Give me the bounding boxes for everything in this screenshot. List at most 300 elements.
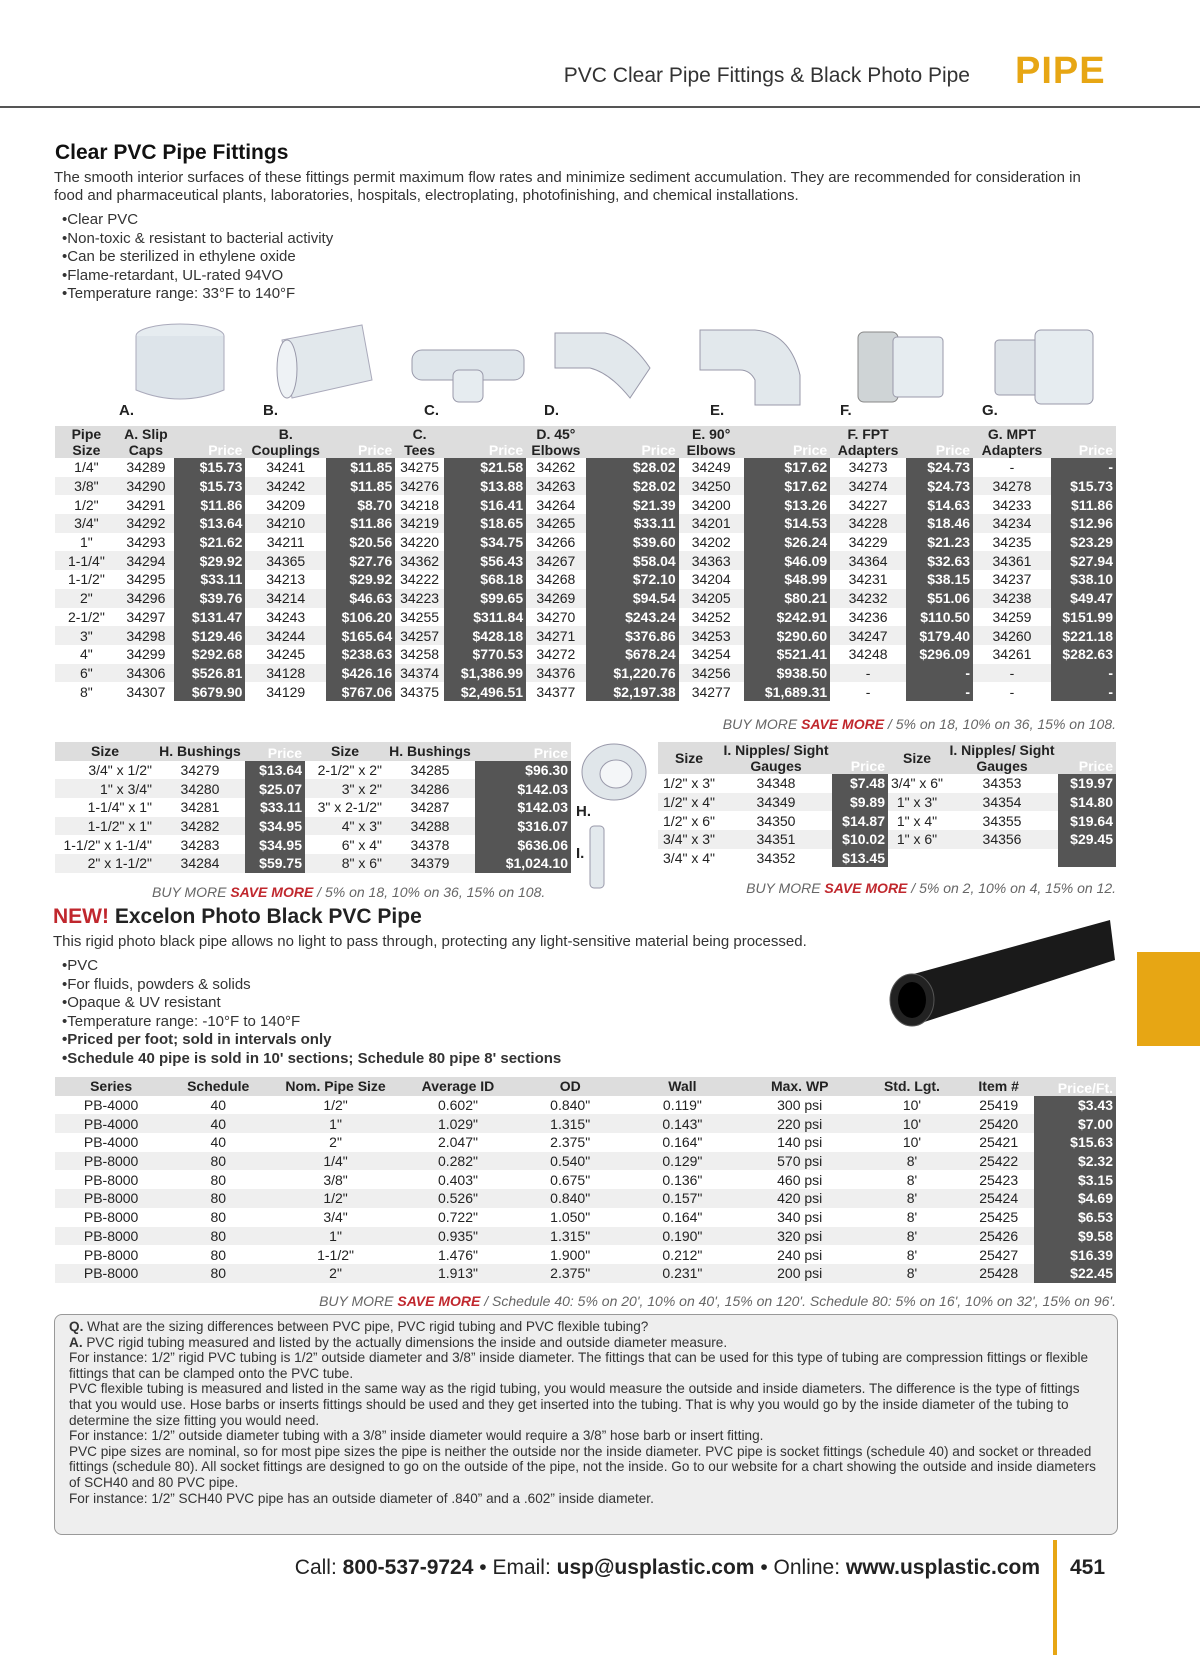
bullet-item: • Clear PVC: [62, 211, 333, 230]
table-cell: $15.63: [1034, 1133, 1116, 1152]
table-row: [55, 626, 1116, 645]
table-cell: $17.62: [744, 477, 831, 496]
table-cell: PB-4000: [83, 1097, 139, 1114]
column-header: Price: [832, 742, 888, 774]
table-cell: 34297: [126, 608, 166, 625]
table-cell: 34298: [118, 626, 174, 645]
table-cell: 34307: [126, 683, 166, 700]
table-cell: 320 psi: [739, 1227, 861, 1246]
table-cell: 3/8": [323, 1171, 348, 1188]
table-cell: 34350: [756, 812, 796, 829]
table-cell: $13.88: [444, 477, 526, 496]
table-cell: -: [906, 682, 973, 701]
table-cell: 34253: [679, 626, 744, 645]
table-cell: $14.63: [906, 495, 973, 514]
table-cell: 0.722": [437, 1209, 478, 1226]
table-cell: 2": [55, 589, 118, 608]
section-label: PIPE: [1015, 50, 1106, 92]
column-header: Price: [174, 426, 245, 458]
bullet-item: • Non-toxic & resistant to bacterial activity: [62, 230, 333, 249]
column-header: D. 45° Elbows: [526, 426, 586, 458]
table-cell: $33.11: [586, 514, 679, 533]
table-cell: PB-4000: [55, 1114, 167, 1133]
mpt-adapter-image: [990, 322, 1100, 407]
column-header: Pipe Size: [55, 426, 118, 458]
table-cell: 34129: [266, 683, 306, 700]
table-cell: 34128: [245, 664, 326, 683]
table-cell: 34288: [385, 817, 475, 836]
table-cell: 8': [906, 1171, 918, 1188]
table-cell: $48.99: [744, 570, 831, 589]
table-cell: $428.18: [444, 626, 526, 645]
table-cell: $27.94: [1051, 551, 1116, 570]
fpt-adapter-image: [848, 322, 948, 407]
table-cell: 34210: [245, 514, 326, 533]
table-cell: 34235: [992, 534, 1032, 551]
table-cell: 2.375": [550, 1134, 591, 1151]
photo-buy-more: BUY MORE SAVE MORE / Schedule 40: 5% on 20', 10% on 40', 15% on 120'. Schedule 80: 5% on 16', 10% on 32', 15% on 96'.: [319, 1293, 1116, 1309]
table-cell: $96.30: [475, 761, 571, 780]
table-cell: -: [1051, 458, 1116, 477]
table-cell: 10': [902, 1134, 922, 1151]
table-cell: 80: [210, 1246, 227, 1263]
table-cell: 1/2" x 6": [663, 812, 715, 829]
table-cell: 34268: [536, 571, 576, 588]
table-cell: $2,197.38: [586, 682, 679, 701]
clear-heading: Clear PVC Pipe Fittings: [55, 141, 289, 164]
table-cell: $142.03: [475, 798, 571, 817]
table-cell: 34295: [126, 571, 166, 588]
table-cell: 34267: [526, 551, 586, 570]
table-cell: $221.18: [1051, 626, 1116, 645]
table-cell: 1-1/2": [67, 571, 105, 588]
table-cell: 1.913": [402, 1264, 514, 1283]
table-cell: 34269: [526, 589, 586, 608]
table-cell: $110.50: [906, 608, 973, 627]
table-cell: $34.95: [245, 835, 305, 854]
table-row: [55, 1133, 1116, 1152]
table-cell: 34232: [830, 589, 906, 608]
table-cell: $39.76: [174, 589, 245, 608]
elbow-90-image: [695, 325, 810, 410]
table-cell: $142.03: [475, 779, 571, 798]
table-cell: $11.86: [1051, 495, 1116, 514]
table-cell: 2": [329, 1134, 342, 1151]
table-cell: 8': [861, 1189, 963, 1208]
table-cell: $29.45: [1058, 830, 1116, 849]
table-cell: $20.56: [326, 533, 395, 552]
table-cell: $46.63: [326, 589, 395, 608]
table-cell: $29.92: [326, 570, 395, 589]
table-cell: $38.10: [1051, 570, 1116, 589]
table-cell: -: [1051, 682, 1116, 701]
faq-p1: For instance: 1/2” rigid PVC tubing is 1/2” outside diameter and 3/8” inside diameter. The fittings that can be used for this type of tubing are compression fittings or flexible fittings that can be clamped onto the PVC tube.: [69, 1350, 1089, 1381]
table-cell: 1.029": [402, 1114, 514, 1133]
table-cell: $21.62: [174, 533, 245, 552]
table-cell: 3/4" x 3": [658, 830, 720, 849]
table-cell: 34291: [126, 496, 166, 513]
tee-image: [408, 330, 528, 405]
table-cell: $14.87: [832, 811, 888, 830]
table-cell: 34258: [400, 646, 440, 663]
table-cell: 34262: [536, 459, 576, 476]
table-cell: $38.15: [906, 570, 973, 589]
table-cell: 25423: [979, 1171, 1019, 1188]
table-cell: 34237: [992, 571, 1032, 588]
table-cell: 2-1/2" x 2": [317, 762, 382, 779]
table-cell: $34.95: [245, 817, 305, 836]
table-cell: $16.39: [1034, 1245, 1116, 1264]
table-cell: 34376: [526, 664, 586, 683]
bullet-item: • For fluids, powders & solids: [62, 976, 561, 995]
table-cell: 3/4" x 4": [663, 850, 715, 867]
table-cell: 34290: [118, 477, 174, 496]
fittings-buy-more: BUY MORE SAVE MORE / 5% on 18, 10% on 36, 15% on 108.: [722, 716, 1116, 732]
table-cell: 34277: [691, 683, 731, 700]
table-cell: 34266: [536, 534, 576, 551]
table-cell: $1,024.10: [475, 854, 571, 873]
table-cell: 34363: [679, 551, 744, 570]
column-header: F. FPT Adapters: [830, 426, 906, 458]
table-cell: 34361: [973, 551, 1051, 570]
table-cell: 0.935": [402, 1227, 514, 1246]
table-row: [658, 811, 1116, 830]
table-cell: 80: [210, 1171, 227, 1188]
black-pipe-image: [870, 915, 1118, 1055]
table-cell: 34275: [400, 459, 440, 476]
table-cell: -: [973, 664, 1051, 683]
table-cell: $94.54: [586, 589, 679, 608]
table-cell: 25419: [979, 1097, 1019, 1114]
table-cell: $11.85: [326, 458, 395, 477]
table-cell: 34222: [400, 571, 440, 588]
table-cell: 1.476": [437, 1246, 478, 1263]
table-cell: $426.16: [326, 664, 395, 683]
table-cell: 3/8": [55, 477, 118, 496]
table-cell: 4" x 3": [305, 817, 385, 836]
photo-pipe-table: [55, 1077, 1116, 1283]
table-cell: 34259: [992, 608, 1032, 625]
table-cell: 34272: [536, 646, 576, 663]
table-cell: -: [1009, 459, 1015, 476]
page-number: 451: [1070, 1556, 1106, 1579]
table-cell: 1.050": [550, 1209, 591, 1226]
table-cell: 1/2" x 3": [663, 775, 715, 792]
table-cell: $9.89: [832, 793, 888, 812]
table-cell: 34349: [720, 793, 832, 812]
bullet-item: • Opaque & UV resistant: [62, 994, 561, 1013]
table-cell: 460 psi: [777, 1171, 823, 1188]
table-cell: 34233: [992, 496, 1032, 513]
table-cell: 0.164": [662, 1134, 703, 1151]
table-cell: 34202: [691, 534, 731, 551]
table-cell: $243.24: [586, 608, 679, 627]
bullet-item-bold: • Schedule 40 pipe is sold in 10' sections; Schedule 80 pipe 8' sections: [62, 1050, 561, 1069]
table-cell: 34284: [155, 854, 245, 873]
column-header: H. Bushings: [385, 742, 475, 761]
table-row: [55, 1208, 1116, 1227]
table-cell: 34204: [691, 571, 731, 588]
table-row: [55, 1152, 1116, 1171]
label-i: I.: [576, 845, 585, 862]
table-cell: 34293: [126, 534, 166, 551]
table-row: [55, 798, 571, 817]
table-row: [55, 514, 1116, 533]
column-header: Size: [55, 742, 155, 761]
bushings-buy-more: BUY MORE SAVE MORE / 5% on 18, 10% on 36, 15% on 108.: [152, 884, 546, 900]
table-cell: 0.164": [662, 1209, 703, 1226]
table-cell: 2": [269, 1264, 402, 1283]
table-cell: 34213: [266, 571, 306, 588]
table-row: [658, 830, 1116, 849]
table-cell: 1-1/2" x 1": [55, 817, 155, 836]
table-cell: 34243: [266, 608, 306, 625]
table-cell: $21.58: [444, 458, 526, 477]
table-cell: 1-1/2": [317, 1246, 354, 1263]
table-cell: $3.43: [1034, 1096, 1116, 1115]
faq-p5: For instance: 1/2” SCH40 PVC pipe has an outside diameter of .840” and a .602” inside diameter.: [69, 1490, 654, 1506]
table-cell: 25426: [963, 1227, 1034, 1246]
table-cell: 80: [210, 1209, 227, 1226]
table-cell: PB-8000: [83, 1246, 139, 1263]
faq-p2: PVC flexible tubing is measured and listed in the same way as the rigid tubing, you would measure the outside and inside diameters. The difference is the type of fittings that you would use. Hose barbs or inserts fittings should be used and they get inserted into the tubing. That is why you would go by the inside diameter of the tubing to determine the size fitting you would need.: [69, 1381, 1080, 1428]
table-cell: $16.41: [444, 495, 526, 514]
column-header: I. Nipples/ Sight Gauges: [946, 742, 1058, 774]
column-header: OD: [514, 1077, 626, 1096]
table-cell: $25.07: [245, 779, 305, 798]
table-cell: $34.75: [444, 533, 526, 552]
label-c: C.: [424, 402, 439, 419]
table-cell: $679.90: [174, 682, 245, 701]
table-row: [55, 458, 1116, 477]
table-cell: 0.282": [402, 1152, 514, 1171]
table-cell: $9.58: [1034, 1227, 1116, 1246]
table-cell: 34228: [830, 514, 906, 533]
table-cell: $4.69: [1034, 1189, 1116, 1208]
table-cell: 4": [80, 646, 93, 663]
table-cell: $51.06: [906, 589, 973, 608]
table-cell: 1-1/2" x 1-1/4": [63, 836, 152, 853]
table-cell: $1,220.76: [586, 664, 679, 683]
table-cell: 34261: [992, 646, 1032, 663]
table-cell: $316.07: [475, 817, 571, 836]
table-cell: $19.97: [1058, 774, 1116, 793]
table-cell: PB-8000: [83, 1209, 139, 1226]
table-cell: 34200: [691, 496, 731, 513]
table-cell: 8': [861, 1264, 963, 1283]
table-cell: 34245: [266, 646, 306, 663]
table-cell: 34375: [400, 683, 440, 700]
label-a: A.: [119, 402, 134, 419]
table-cell: 340 psi: [777, 1209, 823, 1226]
table-cell: 34379: [385, 854, 475, 873]
column-header: Size: [305, 742, 385, 761]
slip-cap-image: [130, 318, 230, 408]
table-cell: $938.50: [744, 664, 831, 683]
photo-heading: NEW! Excelon Photo Black PVC Pipe: [53, 905, 422, 928]
bushing-image: [578, 740, 650, 805]
table-cell: PB-4000: [83, 1134, 139, 1151]
table-cell: 25425: [979, 1209, 1019, 1226]
table-cell: 34279: [180, 762, 220, 779]
table-row: [55, 664, 1116, 683]
table-row: [55, 570, 1116, 589]
table-cell: $14.80: [1058, 793, 1116, 812]
table-cell: -: [1009, 683, 1015, 700]
table-cell: -: [906, 664, 973, 683]
table-cell: $39.60: [586, 533, 679, 552]
table-cell: 0.143": [626, 1114, 738, 1133]
table-cell: 34273: [848, 459, 888, 476]
column-header: Max. WP: [739, 1077, 861, 1096]
table-row: [658, 774, 1116, 793]
table-cell: $19.64: [1058, 811, 1116, 830]
table-cell: $165.64: [326, 626, 395, 645]
bullet-item: • Flame-retardant, UL-rated 94VO: [62, 267, 333, 286]
table-cell: $17.62: [744, 458, 831, 477]
table-cell: 0.212": [662, 1246, 703, 1263]
table-cell: $292.68: [174, 645, 245, 664]
elbow-45-image: [550, 328, 660, 408]
table-cell: 8': [861, 1152, 963, 1171]
table-cell: 1/2" x 4": [658, 793, 720, 812]
table-cell: $68.18: [444, 570, 526, 589]
table-cell: 1" x 3": [888, 793, 946, 812]
table-cell: 220 psi: [739, 1114, 861, 1133]
table-cell: 0.231": [626, 1264, 738, 1283]
table-cell: 3/4" x 6": [891, 775, 943, 792]
table-cell: 0.840": [514, 1189, 626, 1208]
table-cell: $8.70: [326, 495, 395, 514]
table-cell: 3": [55, 626, 118, 645]
table-cell: $6.53: [1034, 1208, 1116, 1227]
table-cell: $12.96: [1051, 514, 1116, 533]
table-cell: $290.60: [744, 626, 831, 645]
table-cell: 34296: [118, 589, 174, 608]
table-cell: 40: [210, 1134, 227, 1151]
table-cell: 40: [210, 1097, 227, 1114]
table-cell: $296.09: [906, 645, 973, 664]
table-cell: $59.75: [245, 854, 305, 873]
table-cell: 25424: [963, 1189, 1034, 1208]
bullet-item: • Temperature range: 33°F to 140°F: [62, 285, 333, 304]
table-cell: $7.00: [1034, 1114, 1116, 1133]
table-cell: -: [1051, 664, 1116, 683]
table-cell: 34242: [245, 477, 326, 496]
table-cell: $767.06: [326, 682, 395, 701]
table-cell: 34374: [395, 664, 444, 683]
table-cell: 34244: [245, 626, 326, 645]
column-header: A. Slip Caps: [118, 426, 174, 458]
table-cell: $28.02: [586, 477, 679, 496]
table-row: [55, 551, 1116, 570]
table-cell: $2,496.51: [444, 682, 526, 701]
table-cell: 25422: [963, 1152, 1034, 1171]
table-cell: 34348: [756, 775, 796, 792]
table-row: [55, 645, 1116, 664]
table-cell: 34292: [118, 514, 174, 533]
table-cell: 0.136": [662, 1171, 703, 1188]
table-cell: $151.99: [1051, 608, 1116, 627]
table-cell: $72.10: [586, 570, 679, 589]
table-row: [55, 1096, 1116, 1115]
table-cell: 34254: [691, 646, 731, 663]
table-cell: 34248: [848, 646, 888, 663]
table-cell: 3/4": [323, 1209, 348, 1226]
table-cell: $21.39: [586, 495, 679, 514]
table-cell: 1-1/4" x 1": [87, 799, 152, 816]
fittings-table: [55, 426, 1116, 701]
table-cell: $58.04: [586, 551, 679, 570]
table-cell: 34283: [180, 836, 220, 853]
table-cell: 34278: [973, 477, 1051, 496]
table-cell: 34276: [395, 477, 444, 496]
column-header: Price: [906, 426, 973, 458]
table-cell: $14.53: [744, 514, 831, 533]
table-cell: $27.76: [326, 551, 395, 570]
table-cell: 8': [861, 1227, 963, 1246]
table-cell: $1,386.99: [444, 664, 526, 683]
table-cell: 34274: [830, 477, 906, 496]
website-link[interactable]: www.usplastic.com: [845, 1556, 1040, 1579]
table-cell: $13.64: [174, 514, 245, 533]
table-cell: 34256: [679, 664, 744, 683]
table-cell: 34365: [245, 551, 326, 570]
table-cell: 34252: [691, 608, 731, 625]
table-row: [55, 682, 1116, 701]
table-cell: $24.73: [906, 477, 973, 496]
table-row: [55, 779, 571, 798]
table-cell: 34218: [400, 496, 440, 513]
table-cell: 3/4": [55, 514, 118, 533]
table-cell: $526.81: [174, 664, 245, 683]
table-cell: 34236: [848, 608, 888, 625]
table-cell: 3" x 2": [305, 779, 385, 798]
table-cell: 1": [80, 534, 93, 551]
column-header: Schedule: [167, 1077, 269, 1096]
table-cell: $1,689.31: [744, 682, 831, 701]
table-cell: PB-8000: [55, 1152, 167, 1171]
table-cell: $26.24: [744, 533, 831, 552]
email-link[interactable]: usp@usplastic.com: [556, 1556, 755, 1579]
table-cell: 34286: [385, 779, 475, 798]
table-cell: 25428: [963, 1264, 1034, 1283]
footer-divider: [1053, 1540, 1057, 1655]
table-cell: $24.73: [906, 458, 973, 477]
column-header: H. Bushings: [155, 742, 245, 761]
table-cell: 34270: [536, 608, 576, 625]
table-cell: 1.900": [550, 1246, 591, 1263]
bushings-table: [55, 742, 571, 873]
table-cell: PB-8000: [55, 1227, 167, 1246]
column-header: C. Tees: [395, 426, 444, 458]
table-cell: 10': [861, 1114, 963, 1133]
table-cell: 140 psi: [777, 1134, 823, 1151]
table-cell: 34211: [266, 534, 305, 551]
table-cell: 80: [167, 1227, 269, 1246]
table-cell: [946, 849, 1058, 868]
table-cell: 3" x 2-1/2": [317, 799, 382, 816]
table-cell: 1.315": [514, 1227, 626, 1246]
table-cell: 34238: [973, 589, 1051, 608]
faq-p3: For instance: 1/2” outside diameter tubing with a 3/8” inside diameter would require a 3/8” hose barb or insert fitting.: [69, 1428, 764, 1444]
table-cell: 34377: [536, 683, 576, 700]
table-cell: 1-1/4": [55, 551, 118, 570]
table-cell: $2.32: [1034, 1152, 1116, 1171]
bullet-item: • PVC: [62, 957, 561, 976]
label-e: E.: [710, 402, 725, 419]
table-cell: 80: [167, 1152, 269, 1171]
